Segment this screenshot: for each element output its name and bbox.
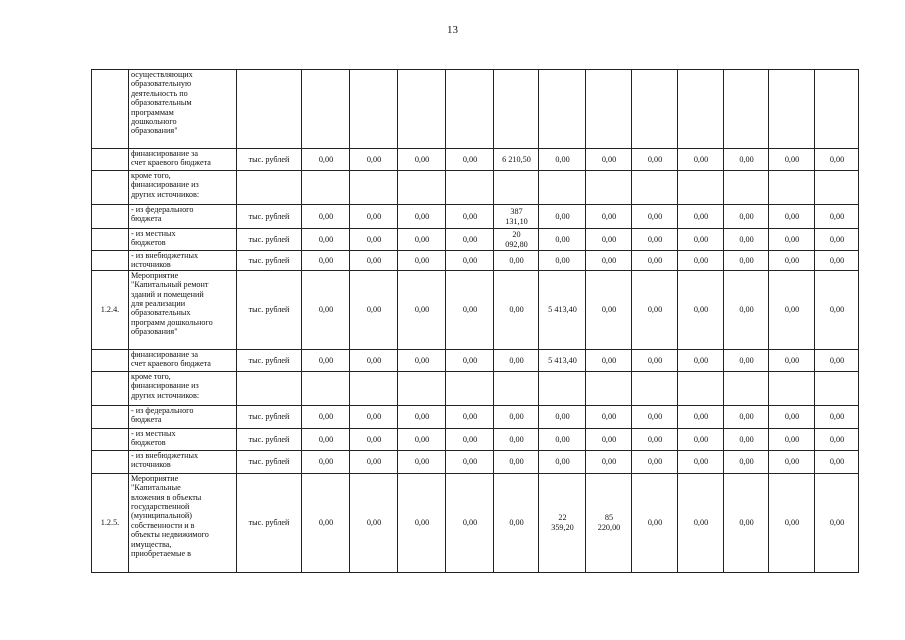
value-cell: 0,00: [494, 428, 539, 450]
value-cell: 0,00: [769, 270, 815, 349]
value-cell: 0,00: [398, 149, 446, 171]
value-cell: 0,00: [446, 229, 494, 251]
value-cell: 0,00: [586, 450, 632, 473]
value-cell: 0,00: [350, 473, 398, 572]
row-description: финансирование за счет краевого бюджета: [129, 149, 237, 171]
value-cell: [302, 371, 350, 405]
value-cell: 0,00: [678, 473, 724, 572]
value-cell: [815, 171, 859, 205]
value-cell: 0,00: [302, 205, 350, 229]
value-cell: 0,00: [350, 270, 398, 349]
value-cell: [398, 171, 446, 205]
value-cell: 0,00: [302, 349, 350, 371]
row-description: - из федерального бюджета: [129, 405, 237, 428]
value-cell: [350, 70, 398, 149]
value-cell: [494, 371, 539, 405]
row-code: [92, 229, 129, 251]
table-row: [92, 205, 859, 229]
value-cell: 0,00: [350, 251, 398, 271]
row-description: - из местных бюджетов: [129, 428, 237, 450]
value-cell: 0,00: [302, 149, 350, 171]
row-description: кроме того, финансирование из других источников:: [129, 371, 237, 405]
value-cell: 0,00: [350, 349, 398, 371]
value-cell: 0,00: [769, 229, 815, 251]
table-row: [92, 473, 859, 572]
value-cell: 0,00: [769, 149, 815, 171]
row-unit: [237, 171, 302, 205]
table-row: [92, 270, 859, 349]
value-cell: 0,00: [815, 229, 859, 251]
value-cell: 0,00: [678, 349, 724, 371]
value-cell: 22 359,20: [539, 473, 586, 572]
value-cell: 0,00: [586, 205, 632, 229]
row-code: 1.2.5.: [92, 473, 129, 572]
value-cell: 0,00: [446, 405, 494, 428]
value-cell: 0,00: [815, 251, 859, 271]
value-cell: 6 210,50: [494, 149, 539, 171]
value-cell: 0,00: [398, 205, 446, 229]
value-cell: 20 092,80: [494, 229, 539, 251]
value-cell: 0,00: [769, 473, 815, 572]
value-cell: [769, 70, 815, 149]
value-cell: 0,00: [632, 270, 678, 349]
value-cell: 0,00: [398, 270, 446, 349]
row-description: - из федерального бюджета: [129, 205, 237, 229]
row-code: [92, 428, 129, 450]
value-cell: 0,00: [632, 405, 678, 428]
value-cell: 0,00: [494, 270, 539, 349]
value-cell: 0,00: [678, 428, 724, 450]
value-cell: 0,00: [815, 205, 859, 229]
table-row: [92, 371, 859, 405]
value-cell: 0,00: [302, 450, 350, 473]
row-unit: тыс. рублей: [237, 405, 302, 428]
value-cell: 0,00: [678, 450, 724, 473]
value-cell: [678, 371, 724, 405]
value-cell: 0,00: [632, 149, 678, 171]
value-cell: 0,00: [769, 405, 815, 428]
row-unit: тыс. рублей: [237, 450, 302, 473]
row-description: осуществляющих образовательную деятельность по образовательным программам дошкольного образования": [129, 70, 237, 149]
row-unit: тыс. рублей: [237, 428, 302, 450]
value-cell: [350, 371, 398, 405]
value-cell: [350, 171, 398, 205]
value-cell: 0,00: [446, 270, 494, 349]
value-cell: [586, 371, 632, 405]
value-cell: 0,00: [494, 349, 539, 371]
row-code: [92, 349, 129, 371]
value-cell: 0,00: [350, 405, 398, 428]
value-cell: 0,00: [398, 450, 446, 473]
value-cell: 0,00: [539, 251, 586, 271]
value-cell: [539, 70, 586, 149]
value-cell: 0,00: [724, 251, 769, 271]
row-code: [92, 171, 129, 205]
row-unit: тыс. рублей: [237, 251, 302, 271]
value-cell: 0,00: [398, 428, 446, 450]
value-cell: 0,00: [302, 229, 350, 251]
value-cell: 0,00: [724, 473, 769, 572]
row-unit: тыс. рублей: [237, 229, 302, 251]
value-cell: 0,00: [446, 349, 494, 371]
value-cell: 0,00: [446, 205, 494, 229]
value-cell: 0,00: [769, 428, 815, 450]
value-cell: 0,00: [539, 450, 586, 473]
value-cell: [769, 371, 815, 405]
row-unit: тыс. рублей: [237, 473, 302, 572]
row-code: [92, 149, 129, 171]
value-cell: 0,00: [350, 205, 398, 229]
row-description: Мероприятие "Капитальные вложения в объекты государственной (муниципальной) собственности и в объекты недвижимого имущества, приобретаемые в: [129, 473, 237, 572]
value-cell: 0,00: [398, 405, 446, 428]
table-row: [92, 405, 859, 428]
value-cell: 0,00: [632, 251, 678, 271]
value-cell: 0,00: [678, 251, 724, 271]
value-cell: [539, 171, 586, 205]
value-cell: [632, 371, 678, 405]
value-cell: 0,00: [302, 405, 350, 428]
value-cell: 0,00: [815, 405, 859, 428]
value-cell: 0,00: [539, 149, 586, 171]
value-cell: 0,00: [494, 251, 539, 271]
value-cell: 0,00: [724, 450, 769, 473]
value-cell: [632, 70, 678, 149]
row-code: 1.2.4.: [92, 270, 129, 349]
row-code: [92, 405, 129, 428]
value-cell: 0,00: [769, 205, 815, 229]
value-cell: 0,00: [539, 428, 586, 450]
value-cell: 0,00: [632, 473, 678, 572]
value-cell: 0,00: [724, 229, 769, 251]
value-cell: 0,00: [539, 205, 586, 229]
row-description: - из внебюджетных источников: [129, 450, 237, 473]
value-cell: [302, 171, 350, 205]
value-cell: 0,00: [632, 229, 678, 251]
table-row: [92, 428, 859, 450]
value-cell: 0,00: [632, 205, 678, 229]
value-cell: 0,00: [494, 405, 539, 428]
value-cell: 0,00: [398, 349, 446, 371]
value-cell: 0,00: [815, 349, 859, 371]
value-cell: [398, 70, 446, 149]
page-number: 13: [447, 24, 458, 36]
value-cell: 0,00: [586, 229, 632, 251]
row-description: - из местных бюджетов: [129, 229, 237, 251]
row-code: [92, 251, 129, 271]
value-cell: 0,00: [815, 428, 859, 450]
value-cell: [724, 171, 769, 205]
row-description: - из внебюджетных источников: [129, 251, 237, 271]
value-cell: 0,00: [446, 473, 494, 572]
value-cell: 0,00: [586, 428, 632, 450]
value-cell: 0,00: [586, 149, 632, 171]
value-cell: [494, 70, 539, 149]
table-row: [92, 349, 859, 371]
value-cell: [586, 171, 632, 205]
value-cell: 0,00: [586, 349, 632, 371]
value-cell: 0,00: [678, 229, 724, 251]
value-cell: 0,00: [494, 450, 539, 473]
value-cell: 0,00: [632, 450, 678, 473]
value-cell: 0,00: [350, 229, 398, 251]
value-cell: 0,00: [815, 450, 859, 473]
value-cell: [302, 70, 350, 149]
value-cell: 0,00: [815, 149, 859, 171]
value-cell: [494, 171, 539, 205]
value-cell: 0,00: [302, 473, 350, 572]
value-cell: [678, 70, 724, 149]
value-cell: 0,00: [539, 405, 586, 428]
value-cell: 0,00: [398, 229, 446, 251]
value-cell: 0,00: [769, 251, 815, 271]
table-row: [92, 229, 859, 251]
row-code: [92, 371, 129, 405]
value-cell: 0,00: [446, 450, 494, 473]
value-cell: 0,00: [539, 229, 586, 251]
value-cell: 85 220,00: [586, 473, 632, 572]
value-cell: 0,00: [350, 428, 398, 450]
value-cell: [815, 371, 859, 405]
value-cell: 0,00: [350, 450, 398, 473]
row-unit: тыс. рублей: [237, 270, 302, 349]
value-cell: [539, 371, 586, 405]
value-cell: [769, 171, 815, 205]
value-cell: [586, 70, 632, 149]
value-cell: 0,00: [446, 428, 494, 450]
table-row: [92, 149, 859, 171]
value-cell: 0,00: [815, 270, 859, 349]
value-cell: 387 131,10: [494, 205, 539, 229]
value-cell: [398, 371, 446, 405]
value-cell: 0,00: [302, 251, 350, 271]
value-cell: 0,00: [302, 428, 350, 450]
value-cell: 0,00: [724, 405, 769, 428]
value-cell: 0,00: [398, 473, 446, 572]
value-cell: 0,00: [724, 149, 769, 171]
value-cell: 0,00: [724, 205, 769, 229]
table-row: [92, 251, 859, 271]
value-cell: 0,00: [724, 349, 769, 371]
table-row: [92, 70, 859, 149]
value-cell: [815, 70, 859, 149]
row-description: кроме того, финансирование из других источников:: [129, 171, 237, 205]
value-cell: 5 413,40: [539, 270, 586, 349]
value-cell: [724, 70, 769, 149]
value-cell: 0,00: [724, 270, 769, 349]
row-code: [92, 450, 129, 473]
value-cell: 0,00: [769, 349, 815, 371]
value-cell: 0,00: [586, 270, 632, 349]
row-code: [92, 205, 129, 229]
value-cell: 0,00: [586, 251, 632, 271]
value-cell: 5 413,40: [539, 349, 586, 371]
row-code: [92, 70, 129, 149]
value-cell: 0,00: [678, 149, 724, 171]
value-cell: [446, 70, 494, 149]
value-cell: 0,00: [446, 251, 494, 271]
value-cell: [678, 171, 724, 205]
value-cell: 0,00: [350, 149, 398, 171]
value-cell: 0,00: [632, 428, 678, 450]
budget-table: [91, 69, 859, 573]
value-cell: 0,00: [398, 251, 446, 271]
table-row: [92, 450, 859, 473]
row-description: Мероприятие "Капитальный ремонт зданий и помещений для реализации образовательных программ дошкольного образования": [129, 270, 237, 349]
value-cell: 0,00: [678, 205, 724, 229]
row-unit: [237, 70, 302, 149]
row-unit: тыс. рублей: [237, 349, 302, 371]
value-cell: 0,00: [678, 270, 724, 349]
value-cell: 0,00: [302, 270, 350, 349]
value-cell: 0,00: [632, 349, 678, 371]
value-cell: [724, 371, 769, 405]
value-cell: [446, 371, 494, 405]
row-unit: тыс. рублей: [237, 205, 302, 229]
row-unit: тыс. рублей: [237, 149, 302, 171]
value-cell: 0,00: [678, 405, 724, 428]
row-unit: [237, 371, 302, 405]
value-cell: 0,00: [586, 405, 632, 428]
table-row: [92, 171, 859, 205]
value-cell: 0,00: [815, 473, 859, 572]
value-cell: [632, 171, 678, 205]
row-description: финансирование за счет краевого бюджета: [129, 349, 237, 371]
value-cell: 0,00: [769, 450, 815, 473]
value-cell: 0,00: [446, 149, 494, 171]
value-cell: [446, 171, 494, 205]
value-cell: 0,00: [724, 428, 769, 450]
value-cell: 0,00: [494, 473, 539, 572]
